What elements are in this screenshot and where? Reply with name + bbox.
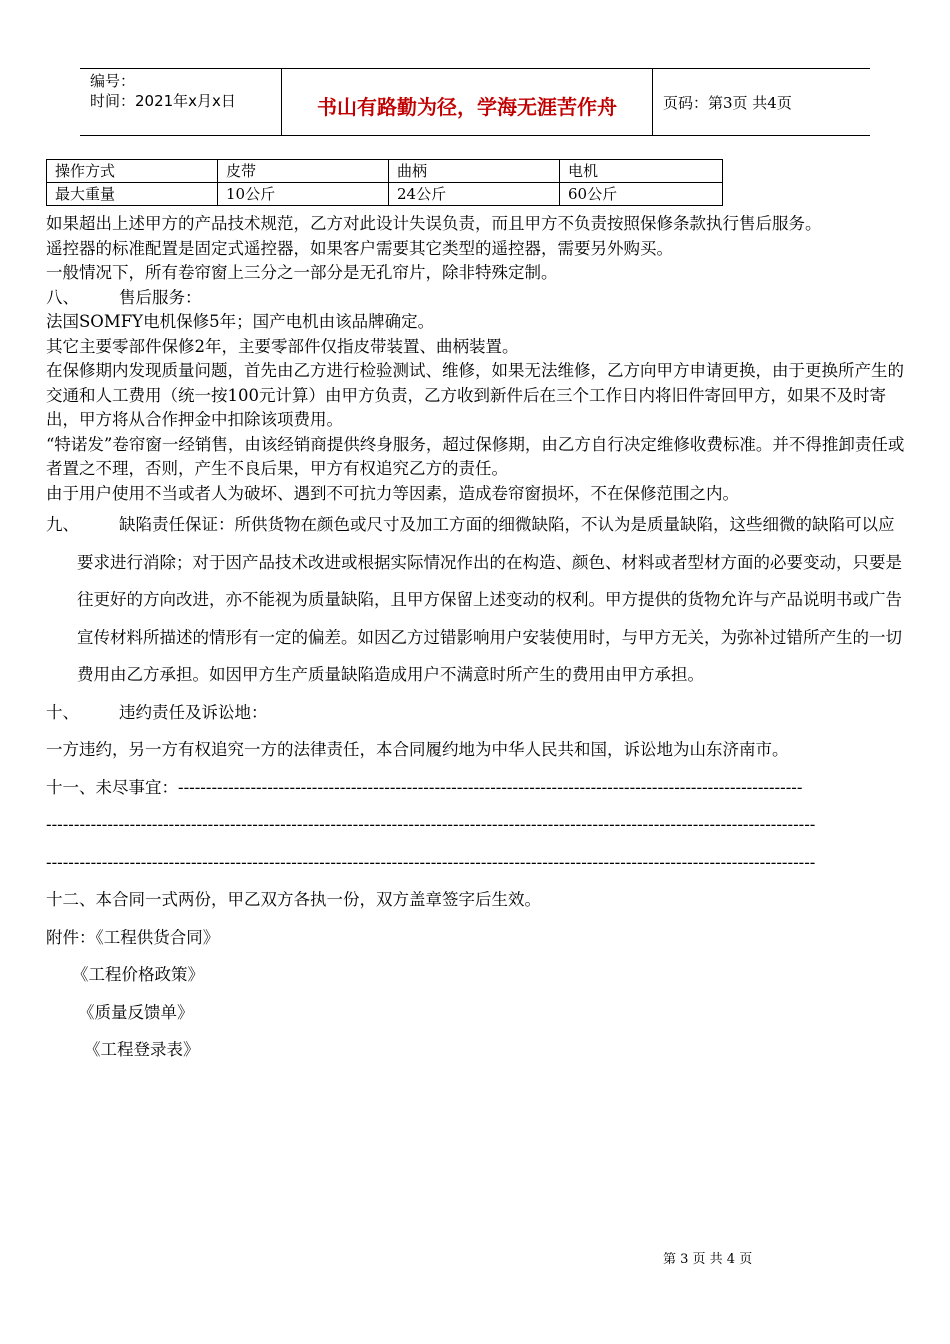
section-title: 售后服务： bbox=[119, 287, 202, 307]
section-heading-8 bbox=[46, 286, 906, 311]
paragraph: 一般情况下，所有卷帘窗上三分之一部分是无孔帘片，除非特殊定制。 bbox=[46, 263, 558, 282]
section-number: 十、 bbox=[46, 702, 79, 722]
section-number: 八、 bbox=[46, 287, 79, 307]
paragraph: 由于用户使用不当或者人为破坏、遇到不可抗力等因素，造成卷帘窗损坏，不在保修范围之内。 bbox=[46, 483, 739, 503]
table-cell: 60公斤 bbox=[560, 183, 723, 206]
blank-line: ------------------------------------------------------------------------------------------------------------------------------------------ bbox=[46, 852, 816, 872]
section-11: 十一、未尽事宜：---------------------------------------------------------------------------------------------------------------- bbox=[46, 777, 803, 797]
document-number-label: 编号： bbox=[90, 72, 136, 90]
section-heading-10 bbox=[46, 694, 906, 732]
paragraph: 其它主要零部件保修2年，主要零部件仅指皮带装置、曲柄装置。 bbox=[46, 336, 519, 356]
table-cell: 最大重量 bbox=[47, 183, 218, 206]
table-cell: 电机 bbox=[560, 160, 723, 183]
section-text: 缺陷责任保证：所供货物在颜色或尺寸及加工方面的细微缺陷，不认为是质量缺陷，这些细微的缺陷可以应要求进行消除；对于因产品技术改进或根据实际情况作出的在构造、颜色、材料或者型材方面的必要变动，只要是往更好的方向改进，亦不能视为质量缺陷，且甲方保留上述变动的权利。甲方提供的货物允许与产品说明书或广告宣传材料所描述的情形有一定的偏差。如因乙方过错影响用户安装使用时，与甲方无关，为弥补过错所产生的一切费用由乙方承担。如因甲方生产质量缺陷造成用户不满意时所产生的费用由甲方承担。 bbox=[77, 515, 902, 684]
attachment-item: 附件：《工程供货合同》 bbox=[46, 927, 220, 947]
table-cell: 24公斤 bbox=[389, 183, 560, 206]
table-cell: 皮带 bbox=[218, 160, 389, 183]
paragraph: 一方违约，另一方有权追究一方的法律责任，本合同履约地为中华人民共和国，诉讼地为山东济南市。 bbox=[46, 740, 789, 759]
section-9 bbox=[46, 506, 906, 694]
table-row bbox=[47, 160, 723, 183]
paragraph: “特诺发”卷帘窗一经销售，由该经销商提供终身服务，超过保修期，由乙方自行决定维修收费标准。并不得推卸责任或者置之不理，否则，产生不良后果，甲方有权追究乙方的责任。 bbox=[46, 434, 905, 478]
blank-line: ------------------------------------------------------------------------------------------------------------------------------------------ bbox=[46, 815, 816, 834]
page-footer: 第 3 页 共 4 页 bbox=[663, 1252, 753, 1267]
table-cell: 操作方式 bbox=[47, 160, 218, 183]
paragraph: 法国SOMFY电机保修5年；国产电机由该品牌确定。 bbox=[46, 312, 435, 331]
header-meta bbox=[80, 69, 282, 135]
table-cell: 10公斤 bbox=[218, 183, 389, 206]
attachment-item: 《质量反馈单》 bbox=[78, 1002, 194, 1022]
attachment-item: 《工程登录表》 bbox=[84, 1040, 200, 1059]
page-header bbox=[80, 68, 870, 136]
document-body bbox=[46, 212, 906, 1069]
paragraph: 遥控器的标准配置是固定式遥控器，如果客户需要其它类型的遥控器，需要另外购买。 bbox=[46, 238, 673, 258]
spec-table bbox=[46, 159, 723, 206]
header-motto: 书山有路勤为径，学海无涯苦作舟 bbox=[282, 69, 653, 135]
attachment-item: 《工程价格政策》 bbox=[72, 965, 204, 984]
paragraph: 在保修期内发现质量问题，首先由乙方进行检验测试、维修，如果无法维修，乙方向甲方申请更换，由于更换所产生的交通和人工费用（统一按100元计算）由甲方负责，乙方收到新件后在三个工作日内将旧件寄回甲方，如果不及时寄出，甲方将从合作押金中扣除该项费用。 bbox=[46, 361, 904, 429]
table-cell: 曲柄 bbox=[389, 160, 560, 183]
section-12: 十二、本合同一式两份，甲乙双方各执一份，双方盖章签字后生效。 bbox=[46, 890, 541, 909]
section-number: 九、 bbox=[46, 515, 79, 534]
table-row bbox=[47, 183, 723, 206]
document-date-label: 时间：2021年x月x日 bbox=[90, 92, 236, 110]
section-title: 违约责任及诉讼地： bbox=[119, 702, 268, 722]
paragraph: 如果超出上述甲方的产品技术规范，乙方对此设计失误负责，而且甲方不负责按照保修条款执行售后服务。 bbox=[46, 214, 822, 233]
header-page-number: 页码：第3页 共4页 bbox=[663, 93, 792, 112]
